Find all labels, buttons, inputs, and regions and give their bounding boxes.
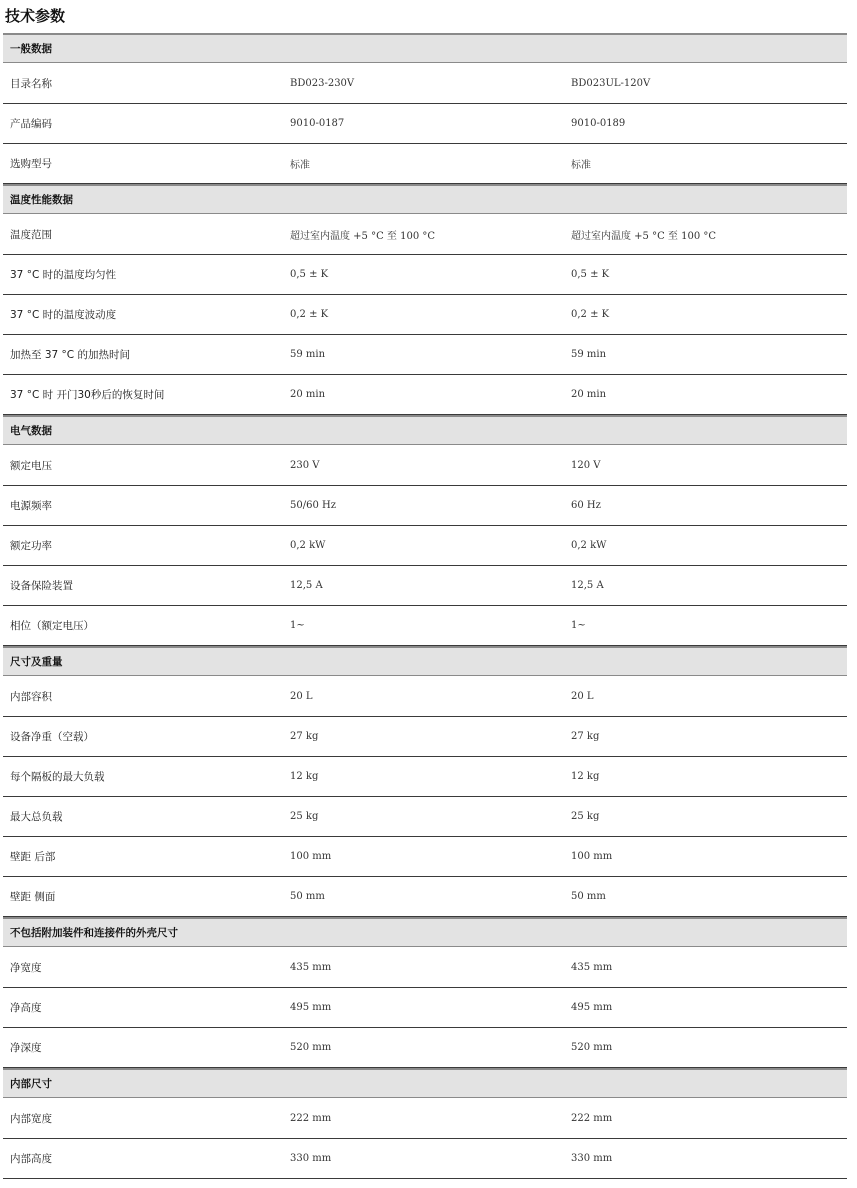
spec-value-120v: 标准	[571, 160, 591, 171]
spec-value-230v: 0,5 ± K	[290, 269, 329, 280]
spec-value-120v: 495 mm	[571, 1002, 613, 1013]
spec-value-230v: 50 mm	[290, 891, 325, 902]
table-row	[3, 104, 847, 144]
spec-value-120v: 520 mm	[571, 1042, 613, 1053]
spec-label: 37 °C 时 开门30秒后的恢复时间	[10, 389, 165, 401]
spec-value-120v: 27 kg	[571, 731, 600, 742]
table-row	[3, 988, 847, 1028]
spec-label: 内部高度	[10, 1153, 52, 1165]
page-title: 技术参数	[5, 7, 66, 25]
spec-value-120v: 20 L	[571, 690, 594, 702]
spec-value-120v: 50 mm	[571, 891, 606, 902]
spec-label: 产品编码	[10, 118, 52, 130]
spec-value-230v: 标准	[290, 160, 310, 171]
table-row	[3, 1028, 847, 1068]
spec-value-120v: 100 mm	[571, 851, 613, 862]
section-header: 一般数据	[3, 33, 847, 63]
table-row	[3, 1139, 847, 1179]
spec-value-230v: 495 mm	[290, 1002, 332, 1013]
spec-value-230v: 超过室内温度 +5 °C 至 100 °C	[290, 230, 436, 242]
spec-value-120v: 12 kg	[571, 771, 600, 782]
spec-label: 电源频率	[10, 500, 52, 512]
spec-label: 净深度	[10, 1042, 42, 1054]
spec-label: 设备净重（空载）	[10, 731, 94, 743]
table-row	[3, 566, 847, 606]
table-row	[3, 1098, 847, 1139]
spec-value-120v: 60 Hz	[571, 500, 601, 511]
spec-value-120v: BD023UL-120V	[571, 77, 651, 89]
spec-value-230v: 0,2 ± K	[290, 309, 329, 320]
table-row	[3, 255, 847, 295]
table-row	[3, 676, 847, 717]
spec-label: 壁距 后部	[10, 851, 56, 863]
spec-label: 温度范围	[10, 228, 52, 241]
spec-label: 相位（额定电压）	[10, 620, 94, 632]
spec-label: 额定电压	[10, 459, 52, 472]
spec-label: 37 °C 时的温度波动度	[10, 309, 117, 321]
spec-value-120v: 25 kg	[571, 811, 600, 822]
spec-value-230v: 12 kg	[290, 771, 319, 782]
spec-value-120v: 0,2 ± K	[571, 309, 610, 320]
spec-label: 内部宽度	[10, 1112, 52, 1125]
table-row	[3, 877, 847, 917]
spec-value-120v: 0,2 kW	[571, 540, 607, 551]
section-header: 电气数据	[3, 415, 847, 445]
spec-label: 壁距 侧面	[10, 891, 56, 903]
spec-value-230v: 330 mm	[290, 1153, 332, 1164]
table-row	[3, 214, 847, 255]
spec-value-230v: 230 V	[290, 459, 320, 471]
table-row	[3, 526, 847, 566]
table-row	[3, 375, 847, 415]
spec-value-120v: 120 V	[571, 459, 601, 471]
table-row	[3, 144, 847, 184]
spec-label: 最大总负载	[10, 811, 63, 823]
spec-value-230v: 12,5 A	[290, 580, 323, 591]
spec-label: 选购型号	[10, 158, 52, 170]
table-row	[3, 335, 847, 375]
spec-value-120v: 1~	[571, 620, 586, 631]
spec-value-120v: 59 min	[571, 349, 607, 360]
spec-value-230v: 9010-0187	[290, 118, 345, 129]
spec-value-120v: 222 mm	[571, 1112, 613, 1124]
spec-value-120v: 12,5 A	[571, 580, 604, 591]
spec-value-120v: 超过室内温度 +5 °C 至 100 °C	[571, 230, 717, 242]
spec-value-230v: 50/60 Hz	[290, 500, 336, 511]
table-row	[3, 295, 847, 335]
table-row	[3, 797, 847, 837]
spec-value-230v: 520 mm	[290, 1042, 332, 1053]
spec-label: 额定功率	[10, 540, 52, 552]
section-header: 内部尺寸	[3, 1068, 847, 1098]
section-header: 温度性能数据	[3, 184, 847, 214]
spec-value-230v: 222 mm	[290, 1112, 332, 1124]
spec-value-120v: 435 mm	[571, 961, 613, 973]
spec-label: 每个隔板的最大负载	[10, 771, 105, 783]
table-row	[3, 63, 847, 104]
spec-value-120v: 9010-0189	[571, 118, 626, 129]
spec-value-120v: 0,5 ± K	[571, 269, 610, 280]
spec-label: 37 °C 时的温度均匀性	[10, 269, 117, 281]
table-row	[3, 947, 847, 988]
spec-value-230v: 20 min	[290, 389, 326, 400]
spec-value-230v: 59 min	[290, 349, 326, 360]
spec-label: 内部容积	[10, 690, 52, 703]
table-row	[3, 606, 847, 646]
spec-label: 加热至 37 °C 的加热时间	[10, 349, 130, 361]
section-header: 不包括附加装件和连接件的外壳尺寸	[3, 917, 847, 947]
spec-value-230v: 25 kg	[290, 811, 319, 822]
spec-value-120v: 20 min	[571, 389, 607, 400]
spec-value-120v: 330 mm	[571, 1153, 613, 1164]
spec-value-230v: 435 mm	[290, 961, 332, 973]
spec-label: 目录名称	[10, 77, 52, 90]
spec-value-230v: 0,2 kW	[290, 540, 326, 551]
spec-label: 设备保险装置	[10, 580, 73, 592]
table-row	[3, 486, 847, 526]
table-row	[3, 717, 847, 757]
spec-value-230v: 1~	[290, 620, 305, 631]
spec-value-230v: 100 mm	[290, 851, 332, 862]
spec-value-230v: BD023-230V	[290, 77, 355, 89]
spec-table	[3, 33, 847, 1179]
spec-value-230v: 27 kg	[290, 731, 319, 742]
table-row	[3, 837, 847, 877]
section-header: 尺寸及重量	[3, 646, 847, 676]
spec-label: 净高度	[10, 1002, 42, 1014]
table-row	[3, 757, 847, 797]
table-row	[3, 445, 847, 486]
spec-value-230v: 20 L	[290, 690, 313, 702]
spec-label: 净宽度	[10, 961, 42, 974]
